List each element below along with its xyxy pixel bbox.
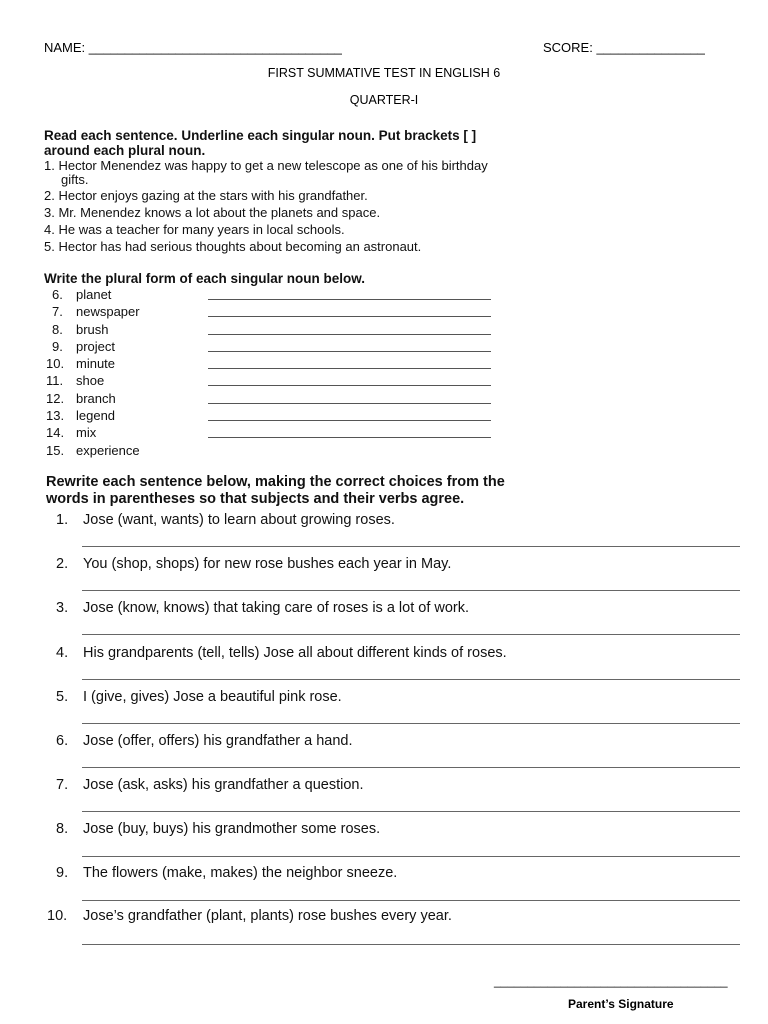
answer-blank[interactable] (208, 368, 491, 369)
answer-blank[interactable] (208, 403, 491, 404)
item-text: I (give, gives) Jose a beautiful pink rose. (83, 689, 342, 705)
plural-item (46, 442, 502, 460)
part1-item (44, 239, 421, 255)
answer-line[interactable] (82, 767, 740, 768)
item-text: Jose (offer, offers) his grandfather a hand. (83, 733, 353, 749)
item-text: Mr. Menendez knows a lot about the planets and space. (58, 205, 381, 220)
item-number: 2. (56, 556, 69, 572)
part3-item (56, 865, 397, 881)
answer-line[interactable] (82, 856, 740, 857)
item-text: He was a teacher for many years in local schools. (58, 222, 345, 237)
item-text: Jose (want, wants) to learn about growing roses. (83, 512, 395, 528)
item-text: Jose (know, knows) that taking care of roses is a lot of work. (83, 600, 470, 616)
test-title: FIRST SUMMATIVE TEST IN ENGLISH 6 (267, 66, 501, 80)
part3-item (56, 733, 353, 749)
item-number: 9. (52, 338, 63, 354)
part3-item (56, 821, 380, 837)
answer-line[interactable] (82, 811, 740, 812)
name-field-label: NAME: ___________________________________ (44, 40, 342, 55)
answer-blank[interactable] (208, 334, 491, 335)
plural-item (52, 304, 502, 321)
item-number: 4. (56, 645, 69, 661)
answer-line[interactable] (82, 944, 740, 945)
part3-item (47, 908, 452, 924)
item-text: Jose’s grandfather (plant, plants) rose bushes every year. (83, 908, 452, 924)
part1-item-continuation: gifts. (61, 172, 89, 187)
item-number: 11. (46, 373, 64, 389)
answer-line[interactable] (82, 900, 740, 901)
item-text: Hector has had serious thoughts about becoming an astronaut. (58, 239, 422, 254)
part1-item (44, 188, 368, 204)
item-number: 9. (56, 865, 69, 881)
item-word: project (76, 338, 116, 354)
item-number: 13. (46, 408, 65, 424)
part1-instruction-line1: Read each sentence. Underline each singular noun. Put brackets [ ] (44, 128, 477, 143)
answer-line[interactable] (82, 723, 740, 724)
answer-line[interactable] (82, 546, 740, 547)
answer-blank[interactable] (208, 316, 491, 317)
item-number: 4. (44, 222, 55, 237)
plural-item (46, 390, 502, 408)
item-word: branch (76, 390, 116, 406)
item-word: planet (76, 287, 112, 302)
item-word: brush (76, 321, 109, 337)
part3-item (56, 645, 507, 661)
plural-item (46, 373, 502, 390)
part3-item (56, 689, 342, 705)
part1-item (44, 158, 488, 174)
item-text: Jose (buy, buys) his grandmother some roses. (83, 821, 381, 837)
item-number: 8. (56, 821, 69, 837)
plural-item (52, 322, 502, 339)
signature-label: Parent’s Signature (568, 997, 674, 1011)
part3-item (56, 556, 451, 572)
item-word: mix (76, 425, 97, 441)
item-number: 7. (52, 304, 63, 320)
item-number: 3. (44, 205, 55, 220)
quarter-label: QUARTER-I (349, 93, 419, 107)
part1-instruction-line2: around each plural noun. (44, 143, 206, 158)
item-text: Jose (ask, asks) his grandfather a question. (83, 777, 364, 793)
item-word: legend (76, 408, 116, 424)
item-number: 5. (44, 239, 55, 254)
item-number: 7. (56, 777, 69, 793)
item-word: shoe (76, 373, 105, 389)
part1-item (44, 205, 380, 221)
plural-item (52, 287, 502, 304)
plural-item (52, 339, 502, 356)
item-text: Hector enjoys gazing at the stars with his grandfather. (58, 188, 368, 203)
item-number: 14. (46, 425, 65, 441)
score-field-label: SCORE: _______________ (543, 40, 705, 55)
plural-item (46, 356, 502, 373)
answer-blank[interactable] (208, 437, 491, 438)
item-number: 12. (46, 390, 65, 406)
item-number: 6. (56, 733, 69, 749)
answer-blank[interactable] (208, 385, 491, 386)
item-text: The flowers (make, makes) the neighbor sneeze. (83, 865, 398, 881)
item-number: 10. (46, 356, 65, 372)
plural-item (46, 408, 502, 425)
item-number: 15. (46, 442, 65, 458)
answer-blank[interactable] (208, 420, 491, 421)
part3-item (56, 512, 395, 528)
answer-line[interactable] (82, 590, 740, 591)
item-number: 1. (44, 158, 55, 173)
plural-item (46, 425, 502, 442)
part3-instruction-line1: Rewrite each sentence below, making the correct choices from the (46, 474, 505, 490)
item-word: minute (76, 356, 116, 372)
part3-item (56, 600, 469, 616)
item-text: Hector Menendez was happy to get a new telescope as one of his birthday (58, 158, 488, 173)
item-number: 2. (44, 188, 55, 203)
item-number: 3. (56, 600, 69, 616)
answer-blank[interactable] (208, 299, 491, 300)
answer-line[interactable] (82, 634, 740, 635)
item-number: 10. (47, 908, 68, 924)
part3-instruction-line2: words in parentheses so that subjects and their verbs agree. (46, 491, 465, 507)
signature-line[interactable]: ___________________________________ (494, 974, 728, 988)
item-text: You (shop, shops) for new rose bushes each year in May. (83, 556, 452, 572)
part3-item (56, 777, 363, 793)
item-number: 8. (52, 321, 63, 337)
item-text: His grandparents (tell, tells) Jose all about different kinds of roses. (83, 645, 507, 661)
item-word: newspaper (76, 304, 140, 320)
plural-word-list (46, 287, 502, 460)
part1-item (44, 222, 345, 238)
item-number: 6. (52, 287, 63, 302)
answer-line[interactable] (82, 679, 740, 680)
answer-blank[interactable] (208, 351, 491, 352)
part2-instruction: Write the plural form of each singular noun below. (44, 271, 366, 286)
item-number: 5. (56, 689, 69, 705)
item-number: 1. (56, 512, 69, 528)
item-word: experience (76, 442, 140, 458)
